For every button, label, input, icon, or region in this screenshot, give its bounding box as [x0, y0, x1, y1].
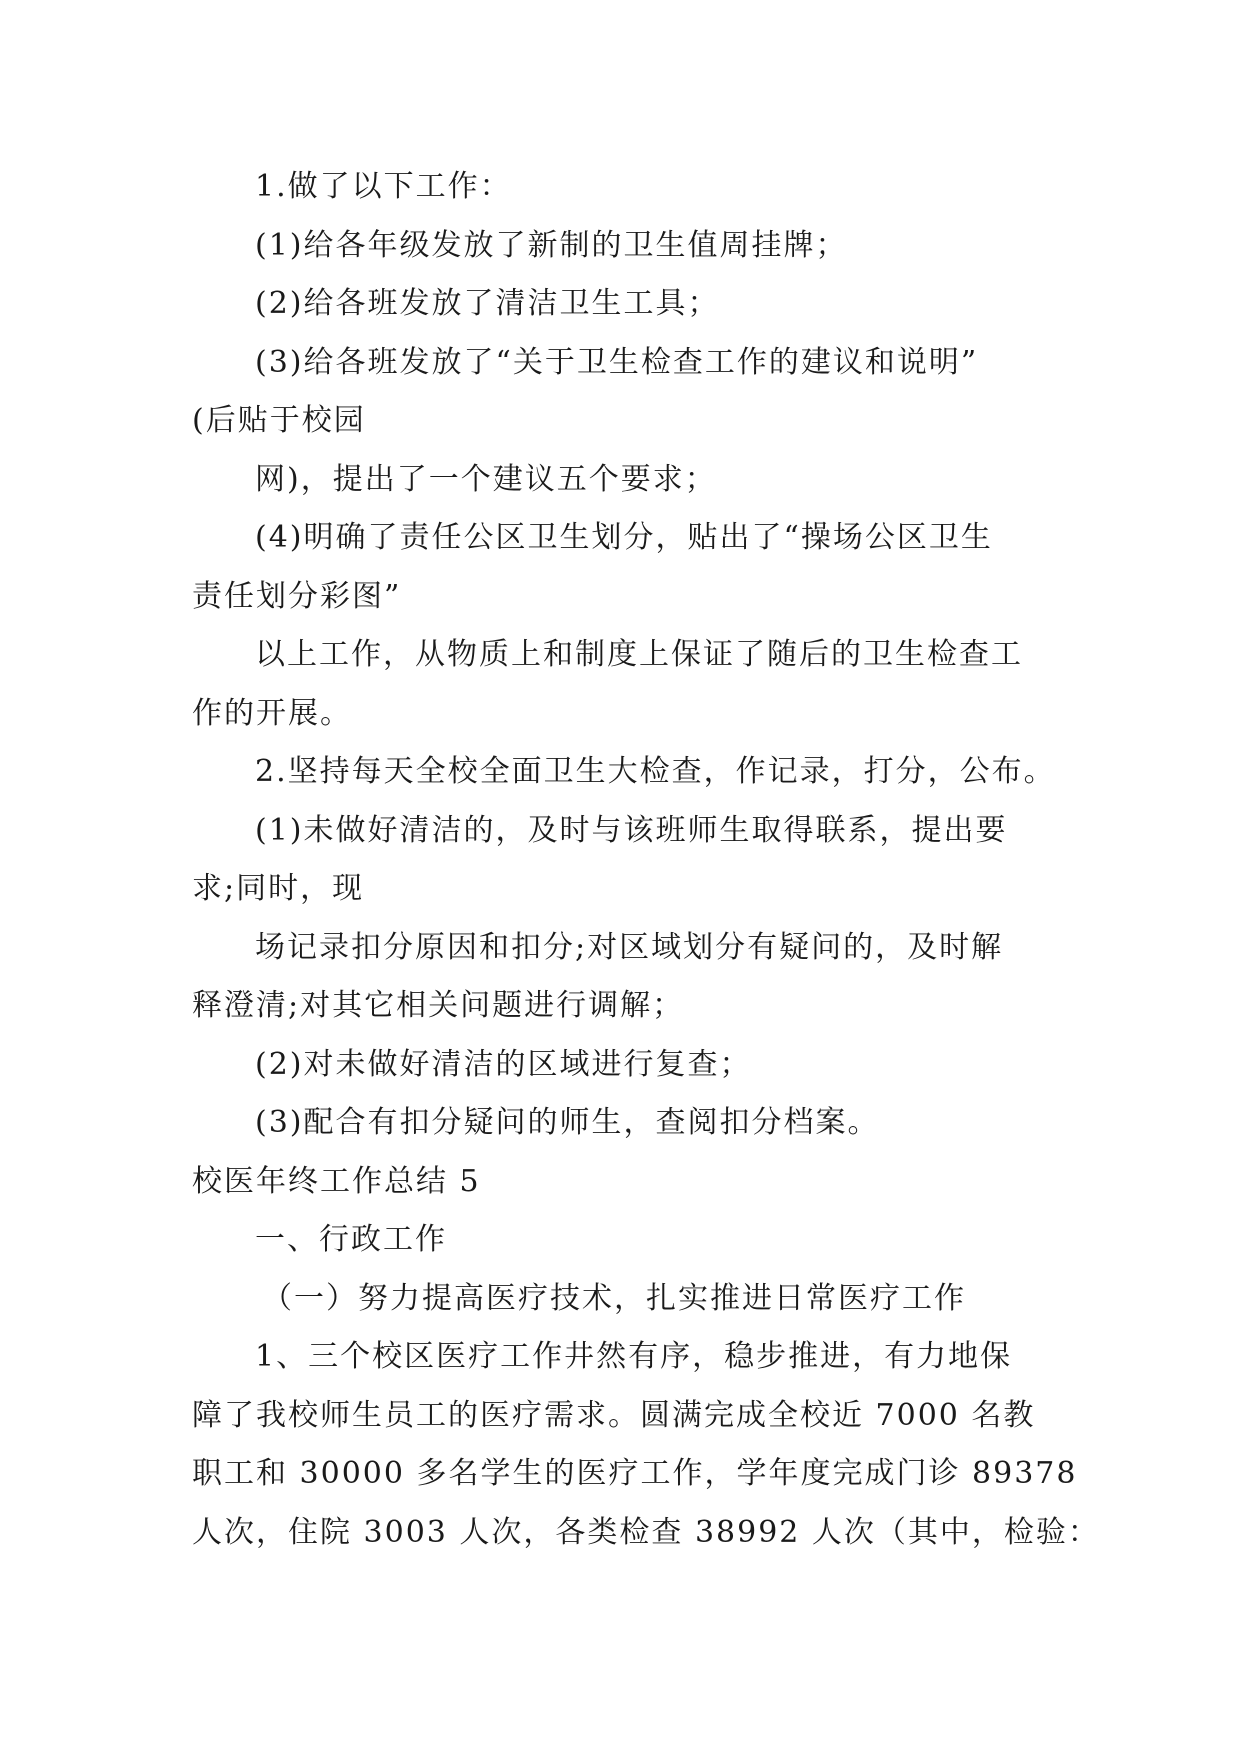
para-2-item-1: (1)未做好清洁的，及时与该班师生取得联系，提出要 [255, 813, 1008, 848]
body-para-1-cont2: 职工和 30000 多名学生的医疗工作，学年度完成门诊 89378 [192, 1456, 1078, 1491]
para-1-heading: 1.做了以下工作： [255, 169, 512, 204]
section-title: 校医年终工作总结 5 [192, 1164, 481, 1199]
para-1-item-2: (2)给各班发放了清洁卫生工具； [255, 286, 720, 321]
para-1-summary: 以上工作，从物质上和制度上保证了随后的卫生检查工 [255, 637, 1023, 672]
section-heading-1: 一、行政工作 [255, 1222, 447, 1257]
para-2-item-1-cont: 求;同时，现 [192, 871, 365, 906]
para-2-item-3: (3)配合有扣分疑问的师生，查阅扣分档案。 [255, 1105, 880, 1140]
para-1-item-3: (3)给各班发放了“关于卫生检查工作的建议和说明” [255, 345, 979, 380]
para-1-item-3-cont: (后贴于校园 [192, 403, 366, 438]
para-1-summary-cont: 作的开展。 [192, 696, 352, 731]
para-1-item-1: (1)给各年级发放了新制的卫生值周挂牌； [255, 228, 848, 263]
subsection-heading-1: （一）努力提高医疗技术，扎实推进日常医疗工作 [262, 1281, 966, 1316]
para-2-item-1-cont3: 释澄清;对其它相关问题进行调解； [192, 988, 685, 1023]
body-para-1: 1、三个校区医疗工作井然有序，稳步推进，有力地保 [255, 1339, 1013, 1374]
body-para-1-cont3: 人次，住院 3003 人次，各类检查 38992 人次（其中，检验： [192, 1515, 1100, 1550]
para-1-item-4: (4)明确了责任公区卫生划分，贴出了“操场公区卫生 [255, 520, 993, 555]
para-2-heading: 2.坚持每天全校全面卫生大检查，作记录，打分，公布。 [255, 754, 1056, 789]
body-para-1-cont: 障了我校师生员工的医疗需求。圆满完成全校近 7000 名教 [192, 1398, 1036, 1433]
para-2-item-1-cont2: 场记录扣分原因和扣分;对区域划分有疑问的，及时解 [255, 930, 1004, 965]
para-1-item-4-cont: 责任划分彩图” [192, 579, 402, 614]
para-1-item-3-cont2: 网)，提出了一个建议五个要求； [255, 462, 717, 497]
para-2-item-2: (2)对未做好清洁的区域进行复查； [255, 1047, 752, 1082]
